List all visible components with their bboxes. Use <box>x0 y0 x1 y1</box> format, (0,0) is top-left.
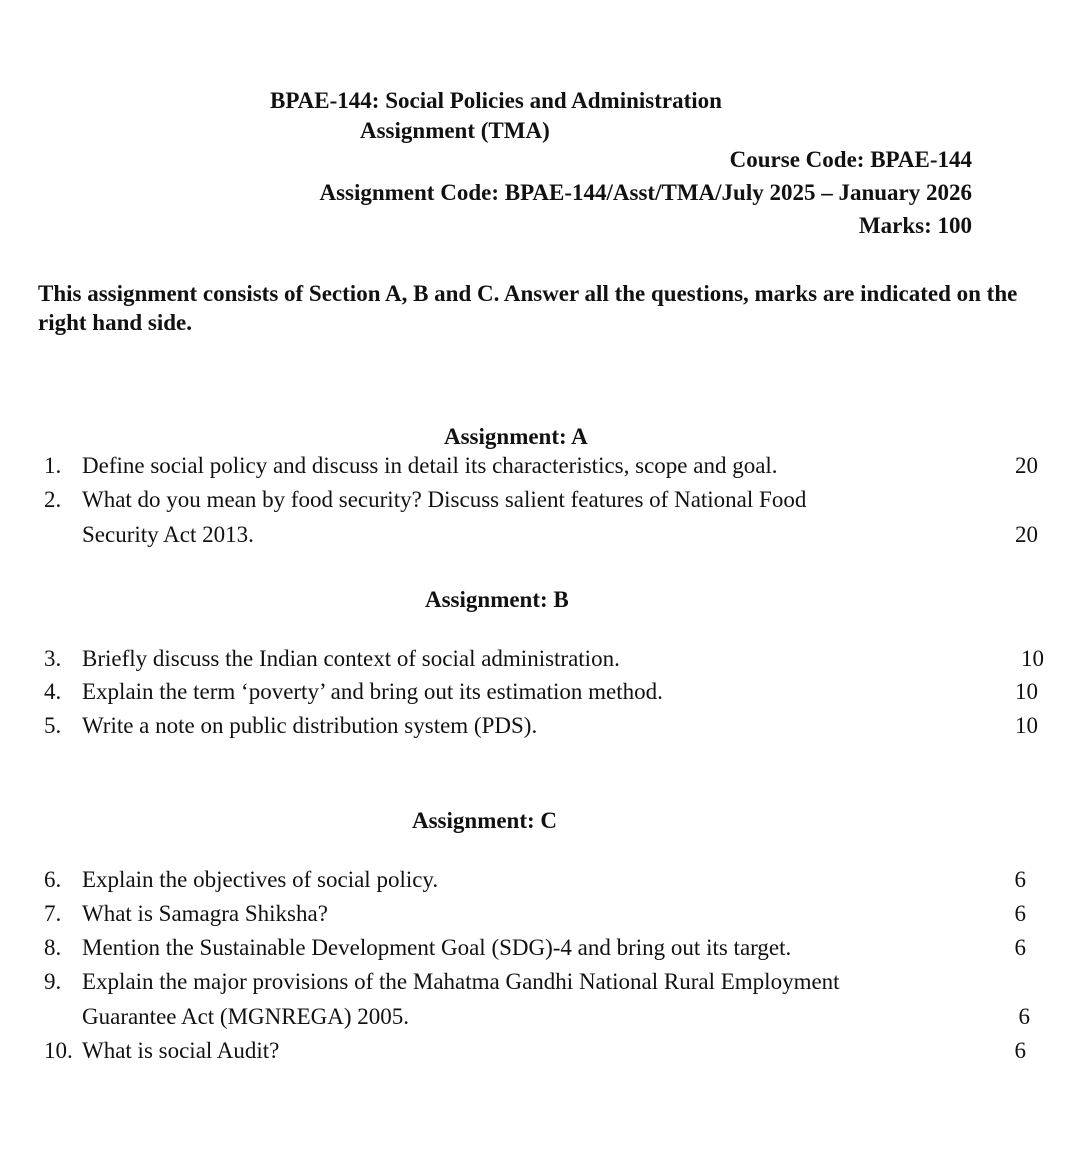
question-marks: 6 <box>1014 1038 1026 1063</box>
question-text: Explain the term ‘poverty’ and bring out its estimation method. <box>82 679 663 704</box>
question-text: What is social Audit? <box>82 1038 280 1063</box>
question-text: Explain the objectives of social policy. <box>82 867 439 892</box>
course-title: BPAE-144: Social Policies and Administration <box>270 88 722 113</box>
question-text: Mention the Sustainable Development Goal (SDG)-4 and bring out its target. <box>82 935 792 960</box>
question-number: 7. <box>44 901 62 926</box>
question-marks: 10 <box>1015 713 1038 738</box>
question-marks: 10 <box>1015 679 1038 704</box>
question-text-line-2: Security Act 2013. <box>82 522 254 547</box>
question-marks: 6 <box>1018 1004 1030 1029</box>
question-number: 4. <box>44 679 62 704</box>
question-text-line-1: What do you mean by food security? Discuss salient features of National Food <box>82 487 807 512</box>
question-marks: 6 <box>1014 935 1026 960</box>
question-text: Briefly discuss the Indian context of social administration. <box>82 646 620 671</box>
question-number: 1. <box>44 453 62 478</box>
question-marks: 6 <box>1014 901 1026 926</box>
question-number: 5. <box>44 713 62 738</box>
instructions: This assignment consists of Section A, B and C. Answer all the questions, marks are indicated on the right hand side. <box>38 281 1018 335</box>
course-code: Course Code: BPAE-144 <box>729 147 972 172</box>
question-number: 6. <box>44 867 62 892</box>
section-b-title: Assignment: B <box>425 587 569 612</box>
question-marks: 20 <box>1015 522 1038 547</box>
section-a-title: Assignment: A <box>444 424 588 449</box>
section-c-title: Assignment: C <box>412 808 558 833</box>
question-number: 10. <box>44 1038 73 1063</box>
question-number: 2. <box>44 487 62 512</box>
question-text-line-1: Explain the major provisions of the Mahatma Gandhi National Rural Employment <box>82 969 840 994</box>
question-marks: 6 <box>1014 867 1026 892</box>
question-text: Define social policy and discuss in detail its characteristics, scope and goal. <box>82 453 778 478</box>
question-number: 8. <box>44 935 62 960</box>
question-text: What is Samagra Shiksha? <box>82 901 328 926</box>
question-text: Write a note on public distribution system (PDS). <box>82 713 538 738</box>
total-marks: Marks: 100 <box>858 213 972 238</box>
assignment-subtitle: Assignment (TMA) <box>360 118 550 143</box>
question-marks: 10 <box>1021 646 1044 671</box>
question-number: 9. <box>44 969 62 994</box>
question-text-line-2: Guarantee Act (MGNREGA) 2005. <box>82 1004 410 1029</box>
question-marks: 20 <box>1015 453 1038 478</box>
assignment-code: Assignment Code: BPAE-144/Asst/TMA/July 2025 – January 2026 <box>319 180 972 205</box>
question-number: 3. <box>44 646 62 671</box>
